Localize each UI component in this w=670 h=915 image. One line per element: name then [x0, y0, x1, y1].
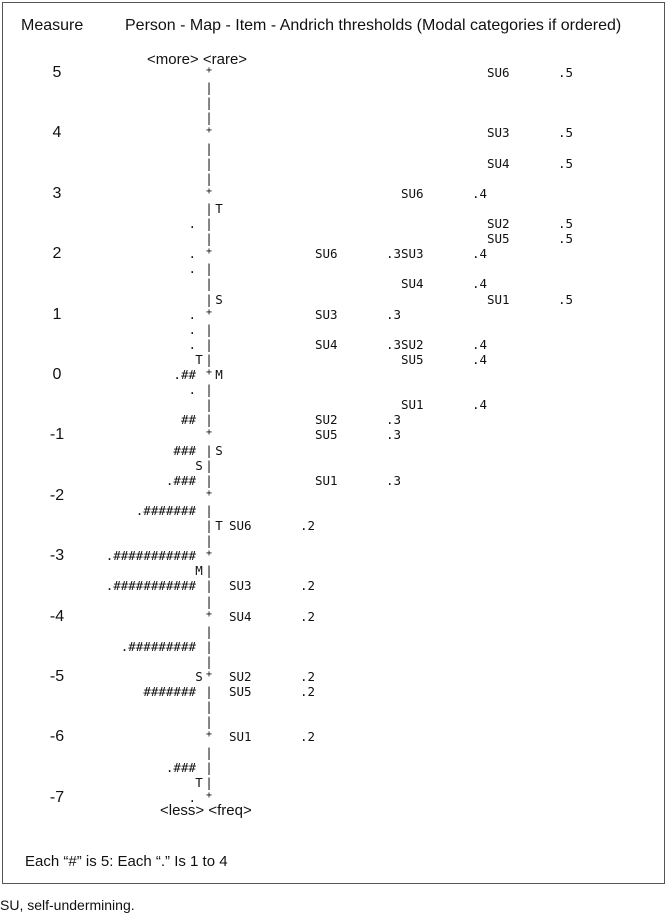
axis-tick-plus: + [205, 185, 213, 197]
item-threshold-label: SU3 [401, 246, 424, 262]
item-threshold-label: SU4 [401, 276, 424, 292]
axis-bar: | [205, 593, 213, 609]
axis-bar: | [205, 623, 213, 639]
axis-tick-plus: + [205, 65, 213, 76]
category-value: .3 [385, 336, 401, 352]
y-tick-label: 5 [52, 64, 62, 81]
y-tick-label: -4 [49, 607, 65, 625]
map-title: Person - Map - Item - Andrich thresholds (Modal categories if ordered) [125, 17, 622, 34]
axis-tick-plus: + [205, 548, 213, 560]
item-marker: T [215, 518, 223, 533]
item-threshold-label: SU5 [401, 351, 424, 367]
category-value: .4 [471, 276, 487, 292]
axis-bar: | [205, 80, 213, 96]
person-count-row: . [188, 789, 196, 805]
person-count-row: ####### [143, 684, 196, 700]
y-tick-label: -6 [49, 728, 65, 746]
axis-bar: | [205, 140, 213, 156]
person-count-row: . [188, 306, 196, 322]
category-value: .5 [557, 291, 573, 307]
item-threshold-label: SU6 [487, 65, 510, 80]
item-threshold-label: SU6 [315, 246, 338, 262]
axis-bar: | [205, 321, 213, 337]
category-value: .2 [299, 684, 315, 700]
item-threshold-label: SU3 [229, 578, 252, 594]
category-value: .5 [557, 155, 573, 171]
item-threshold-label: SU1 [229, 729, 252, 745]
person-count-row: .### [165, 759, 196, 775]
item-threshold-label: SU6 [401, 185, 424, 201]
measure-axis-label: Measure [21, 17, 84, 34]
category-value: .5 [557, 125, 573, 141]
axis-bar: | [205, 578, 213, 594]
axis-bar: | [205, 291, 213, 307]
axis-bar: | [205, 110, 213, 126]
axis-bar: | [205, 397, 213, 413]
person-marker: T [195, 351, 203, 367]
axis-tick-plus: + [205, 367, 213, 378]
person-count-row: .## [173, 367, 196, 382]
axis-bar: | [205, 170, 213, 186]
footnote: SU, self-undermining. [0, 897, 135, 913]
axis-tick-plus: + [205, 306, 213, 318]
axis-bar: | [205, 563, 213, 579]
axis-bar: | [205, 744, 213, 760]
category-value: .2 [299, 669, 315, 684]
item-threshold-label: SU2 [487, 216, 510, 231]
axis-tick-plus: + [205, 608, 213, 620]
item-threshold-label: SU5 [229, 684, 252, 700]
item-threshold-label: SU5 [315, 427, 338, 443]
item-threshold-label: SU4 [229, 608, 252, 624]
axis-bar: | [205, 382, 213, 398]
axis-bar: | [205, 231, 213, 247]
person-count-row: . [188, 321, 196, 337]
axis-bottom-label: <less> <freq> [160, 801, 252, 819]
person-count-row: .### [165, 472, 196, 488]
category-value: .3 [385, 412, 401, 428]
item-threshold-label: SU1 [401, 397, 424, 413]
axis-tick-plus: + [205, 246, 213, 258]
category-value: .3 [385, 306, 401, 322]
axis-bar: | [205, 653, 213, 669]
axis-bar: | [205, 336, 213, 352]
axis-tick-plus: + [205, 427, 213, 439]
category-value: .2 [299, 578, 315, 594]
axis-bar: | [205, 533, 213, 549]
y-tick-label: 3 [52, 184, 62, 202]
axis-bar: | [205, 261, 213, 277]
category-value: .4 [471, 336, 487, 352]
person-marker: M [195, 563, 203, 579]
axis-bar: | [205, 502, 213, 518]
item-threshold-label: SU4 [315, 336, 338, 352]
category-value: .3 [385, 472, 401, 488]
category-value: .4 [471, 185, 487, 201]
y-tick-label: -2 [49, 486, 65, 504]
axis-bar: | [205, 200, 213, 216]
axis-bar: | [205, 276, 213, 292]
figure-frame [2, 2, 665, 884]
person-count-row: . [188, 382, 196, 398]
y-tick-label: 2 [52, 245, 62, 263]
axis-bar: | [205, 684, 213, 700]
axis-top-label: <more> <rare> [147, 51, 248, 68]
category-value: .5 [557, 216, 573, 231]
person-count-row: .######### [120, 638, 196, 654]
y-tick-label: 1 [52, 305, 62, 323]
y-tick-label: 4 [52, 124, 62, 142]
axis-tick-plus: + [205, 789, 213, 801]
item-marker: M [215, 367, 223, 382]
y-tick-label: 0 [52, 366, 62, 383]
item-marker: S [215, 291, 223, 307]
category-value: .4 [471, 351, 487, 367]
axis-tick-plus: + [205, 669, 213, 680]
axis-bar: | [205, 774, 213, 790]
axis-bar: | [205, 216, 213, 231]
category-value: .3 [385, 246, 401, 262]
person-marker: S [195, 669, 203, 684]
person-count-row: .########### [105, 578, 196, 594]
axis-bar: | [205, 714, 213, 730]
legend-note: Each “#” is 5: Each “.” Is 1 to 4 [25, 853, 228, 870]
category-value: .2 [299, 608, 315, 624]
axis-bar: | [205, 95, 213, 111]
category-value: .3 [385, 427, 401, 443]
item-marker: T [215, 200, 223, 216]
person-count-row: .########### [105, 548, 196, 564]
person-count-row: . [188, 261, 196, 277]
axis-bar: | [205, 638, 213, 654]
category-value: .2 [299, 729, 315, 745]
axis-bar: | [205, 759, 213, 775]
category-value: .5 [557, 65, 573, 80]
person-count-row: . [188, 246, 196, 262]
axis-tick-plus: + [205, 125, 213, 137]
axis-tick-plus: + [205, 487, 213, 499]
item-threshold-label: SU2 [315, 412, 338, 428]
person-count-row: . [188, 336, 196, 352]
axis-bar: | [205, 155, 213, 171]
y-tick-label: -3 [49, 547, 65, 565]
person-count-row: . [188, 216, 196, 231]
y-tick-label: -5 [49, 668, 65, 685]
item-threshold-label: SU6 [229, 518, 252, 533]
axis-bar: | [205, 457, 213, 473]
item-threshold-label: SU2 [401, 336, 424, 352]
y-tick-label: -1 [49, 426, 65, 444]
category-value: .2 [299, 518, 315, 533]
person-count-row: ### [173, 442, 196, 458]
category-value: .4 [471, 246, 487, 262]
y-tick-label: -7 [49, 788, 65, 806]
axis-bar: | [205, 351, 213, 367]
item-threshold-label: SU3 [315, 306, 338, 322]
category-value: .4 [471, 397, 487, 413]
axis-bar: | [205, 442, 213, 458]
item-threshold-label: SU1 [487, 291, 510, 307]
person-marker: T [195, 774, 203, 790]
item-threshold-label: SU1 [315, 472, 338, 488]
person-count-row: ## [180, 412, 196, 428]
axis-bar: | [205, 412, 213, 428]
item-threshold-label: SU4 [487, 155, 510, 171]
axis-bar: | [205, 472, 213, 488]
category-value: .5 [557, 231, 573, 247]
item-marker: S [215, 442, 223, 458]
axis-tick-plus: + [205, 729, 213, 741]
item-threshold-label: SU3 [487, 125, 510, 141]
axis-bar: | [205, 699, 213, 715]
axis-bar: | [205, 518, 213, 533]
item-threshold-label: SU2 [229, 669, 252, 684]
item-threshold-label: SU5 [487, 231, 510, 247]
person-marker: S [195, 457, 203, 473]
person-count-row: .####### [135, 502, 196, 518]
